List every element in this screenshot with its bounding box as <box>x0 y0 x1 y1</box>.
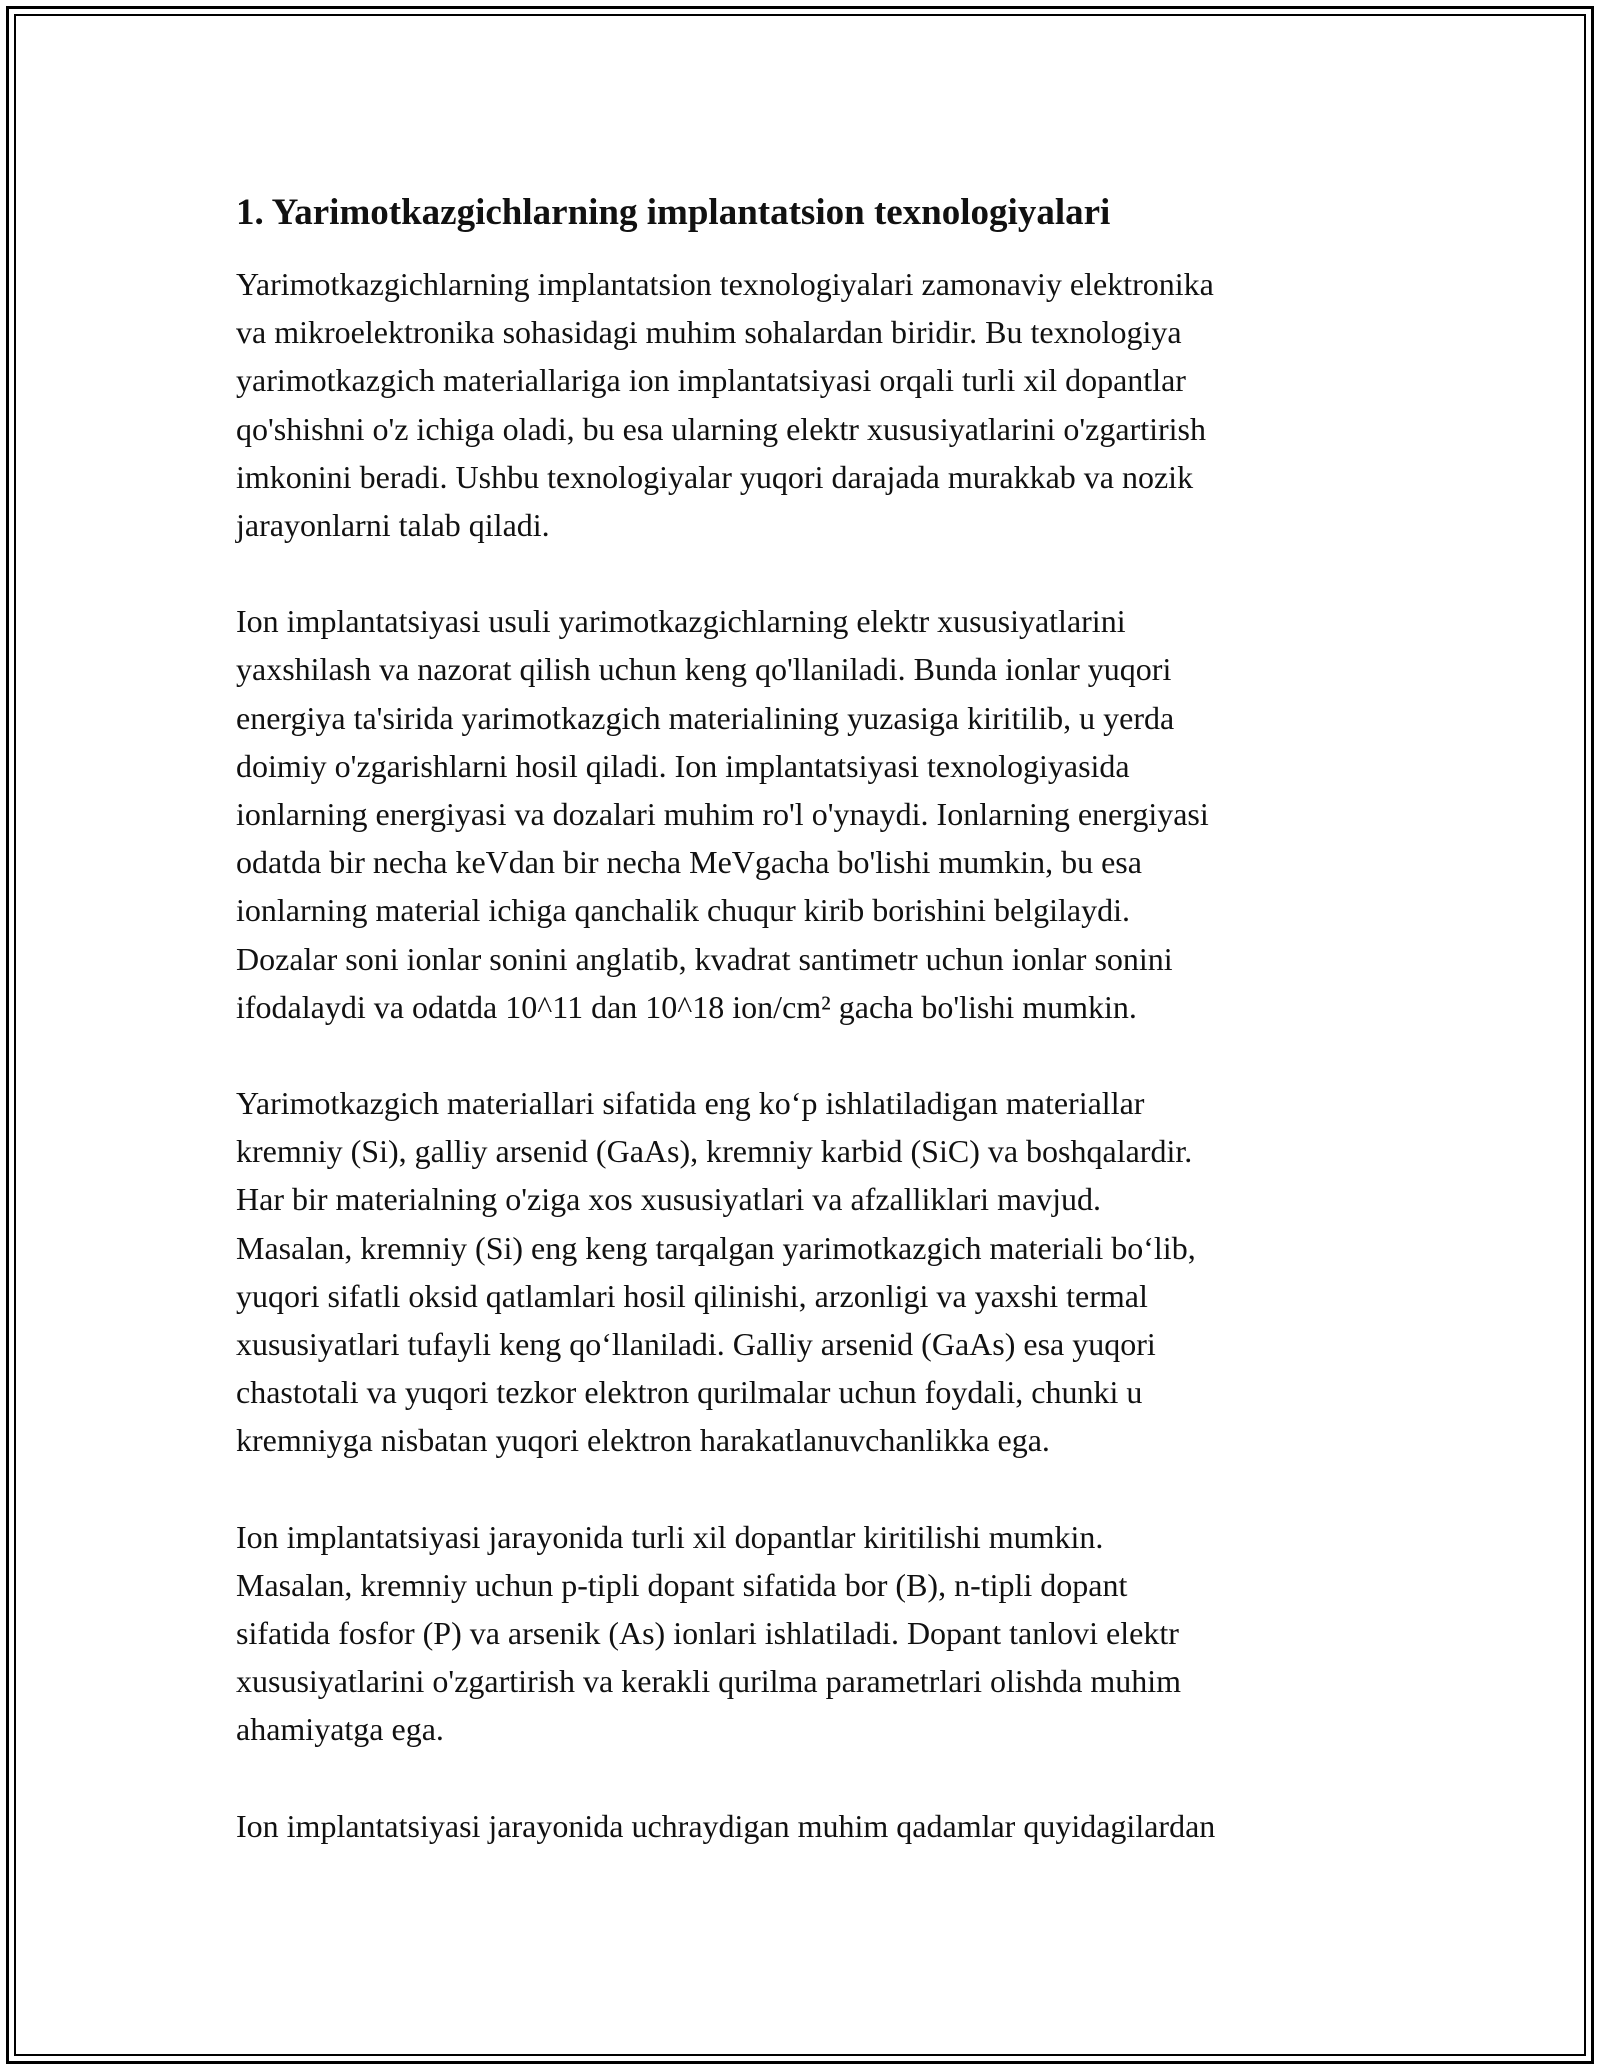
paragraph-intro: Yarimotkazgichlarning implantatsion texnologiyalari zamonaviy elektronika va mikroelektronika sohasidagi muhim sohalardan biridir. Bu texnologiya yarimotkazgich materiallariga ion implantatsiyasi orqali turli xil dopantlar qo'shishni o'z ichiga oladi, bu esa ularning elektr xususiyatlarini o'zgartirish imkonini beradi. Ushbu texnologiyalar yuqori darajada murakkab va nozik jarayonlarni talab qiladi. <box>236 266 1214 544</box>
paragraph-ion-implantation: Ion implantatsiyasi usuli yarimotkazgichlarning elektr xususiyatlarini yaxshilash va nazorat qilish uchun keng qo'llaniladi. Bunda ionlar yuqori energiya ta'sirida yarimotkazgich materialining yuzasiga kiritilib, u yerda doimiy o'zgarishlarni hosil qiladi. Ion implantatsiyasi texnologiyasida ionlarning energiyasi va dozalari muhim ro'l o'ynaydi. Ionlarning energiyasi odatda bir necha keVdan bir necha MeVgacha bo'lishi mumkin, bu esa ionlarning material ichiga qanchalik chuqur kirib borishini belgilaydi. Dozalar soni ionlar sonini anglatib, kvadrat santimetr uchun ionlar sonini ifodalaydi va odatda 10^11 dan 10^18 ion/cm² gacha bo'lishi mumkin. <box>236 603 1209 1025</box>
paragraph-materials: Yarimotkazgich materiallari sifatida eng ko‘p ishlatiladigan materiallar kremniy (Si), galliy arsenid (GaAs), kremniy karbid (SiC) va boshqalardir. Har bir materialning o'ziga xos xususiyatlari va afzalliklari mavjud. Masalan, kremniy (Si) eng keng tarqalgan yarimotkazgich materiali bo‘lib, yuqori sifatli oksid qatlamlari hosil qilinishi, arzonligi va yaxshi termal xususiyatlari tufayli keng qo‘llaniladi. Galliy arsenid (GaAs) esa yuqori chastotali va yuqori tezkor elektron qurilmalar uchun foydali, chunki u kremniyga nisbatan yuqori elektron harakatlanuvchanlikka ega. <box>236 1085 1196 1459</box>
paragraph-dopants: Ion implantatsiyasi jarayonida turli xil dopantlar kiritilishi mumkin. Masalan, kremniy uchun p-tipli dopant sifatida bor (B), n-tipli dopant sifatida fosfor (P) va arsenik (As) ionlari ishlatiladi. Dopant tanlovi elektr xususiyatlarini o'zgartirish va kerakli qurilma parametrlari olishda muhim ahamiyatga ega. <box>236 1518 1182 1748</box>
section-heading: 1. Yarimotkazgichlarning implantatsion texnologiyalari <box>236 192 1111 233</box>
document-body <box>236 186 1366 1898</box>
paragraph-steps: Ion implantatsiyasi jarayonida uchraydigan muhim qadamlar quyidagilardan <box>236 1807 1216 1844</box>
